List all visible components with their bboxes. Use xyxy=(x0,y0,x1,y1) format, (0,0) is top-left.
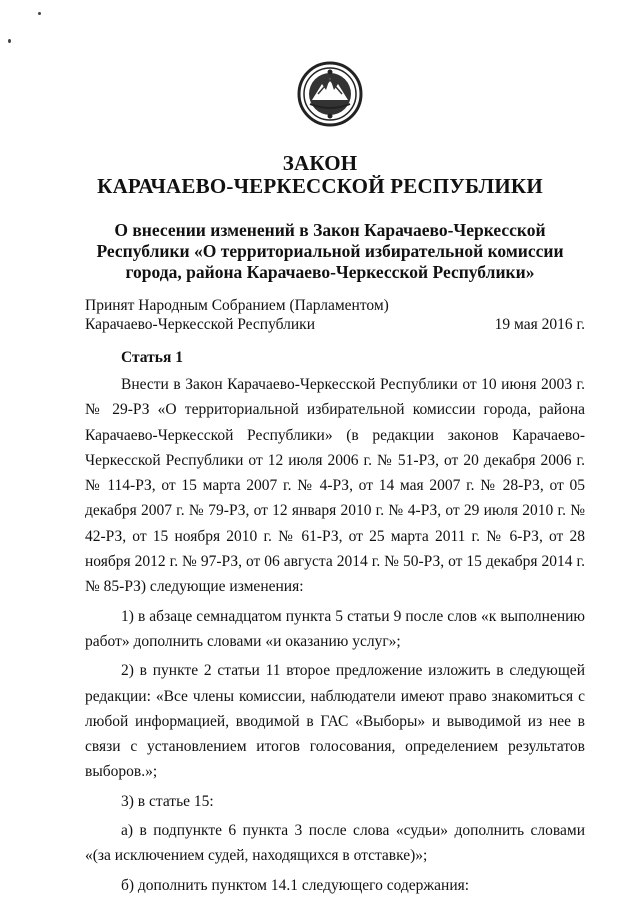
article-body xyxy=(85,372,585,898)
law-title-line-1: ЗАКОН xyxy=(282,151,358,175)
paragraph: Внести в Закон Карачаево-Черкесской Республики от 10 июня 2003 г. № 29-РЗ «О территориальной избирательной комиссии города, района Карачаево-Черкесской Республики» (в редакции законов Карачаево-Черкесской Республики от 12 июля 2006 г. № 51-РЗ, от 20 декабря 2006 г. № 114-РЗ, от 15 марта 2007 г. № 4-РЗ, от 14 мая 2007 г. № 28-РЗ, от 05 декабря 2007 г. № 79-РЗ, от 12 января 2010 г. № 4-РЗ, от 29 июля 2010 г. № 42-РЗ, от 15 ноября 2010 г. № 61-РЗ, от 25 марта 2011 г. № 6-РЗ, от 28 ноября 2012 г. № 97-РЗ, от 06 августа 2014 г. № 50-РЗ, от 15 декабря 2014 г. № 85-РЗ) следующие изменения: xyxy=(85,376,585,596)
adopted-by-line-2: Карачаево-Черкесской Республики xyxy=(85,316,315,333)
paragraph: 3) в статье 15: xyxy=(121,792,214,810)
adoption-info xyxy=(85,296,585,334)
paragraph: 2) в пункте 2 статьи 11 второе предложение изложить в следующей редакции: «Все члены комиссии, наблюдатели имеют право знакомиться с любой информацией, вводимой в ГАС «Выборы» и выводимой из нее в связи с установлением итогов голосования, определением результатов выборов.»; xyxy=(85,662,585,781)
law-title-line-2: КАРАЧАЕВО-ЧЕРКЕССКОЙ РЕСПУБЛИКИ xyxy=(97,174,543,198)
adoption-date: 19 мая 2016 г. xyxy=(494,316,585,333)
law-subtitle: О внесении изменений в Закон Карачаево-Черкесской Республики «О территориальной избирательной комиссии города, района Карачаево-Черкесской Республики» xyxy=(96,220,564,282)
paragraph: 1) в абзаце семнадцатом пункта 5 статьи 9 после слов «к выполнению работ» дополнить словами «и оказанию услуг»; xyxy=(85,607,585,650)
paragraph: а) в подпункте 6 пункта 3 после слова «судьи» дополнить словами «(за исключением судей, находящихся в отставке)»; xyxy=(85,822,585,865)
coat-of-arms-emblem xyxy=(296,60,364,128)
scan-speck xyxy=(8,39,11,43)
scan-speck xyxy=(38,12,41,15)
article-heading: Статья 1 xyxy=(121,349,183,366)
adoption-row xyxy=(85,315,585,334)
paragraph: б) дополнить пунктом 14.1 следующего содержания: xyxy=(121,876,470,894)
adopted-by-line-1: Принят Народным Собранием (Парламентом) xyxy=(85,297,389,314)
